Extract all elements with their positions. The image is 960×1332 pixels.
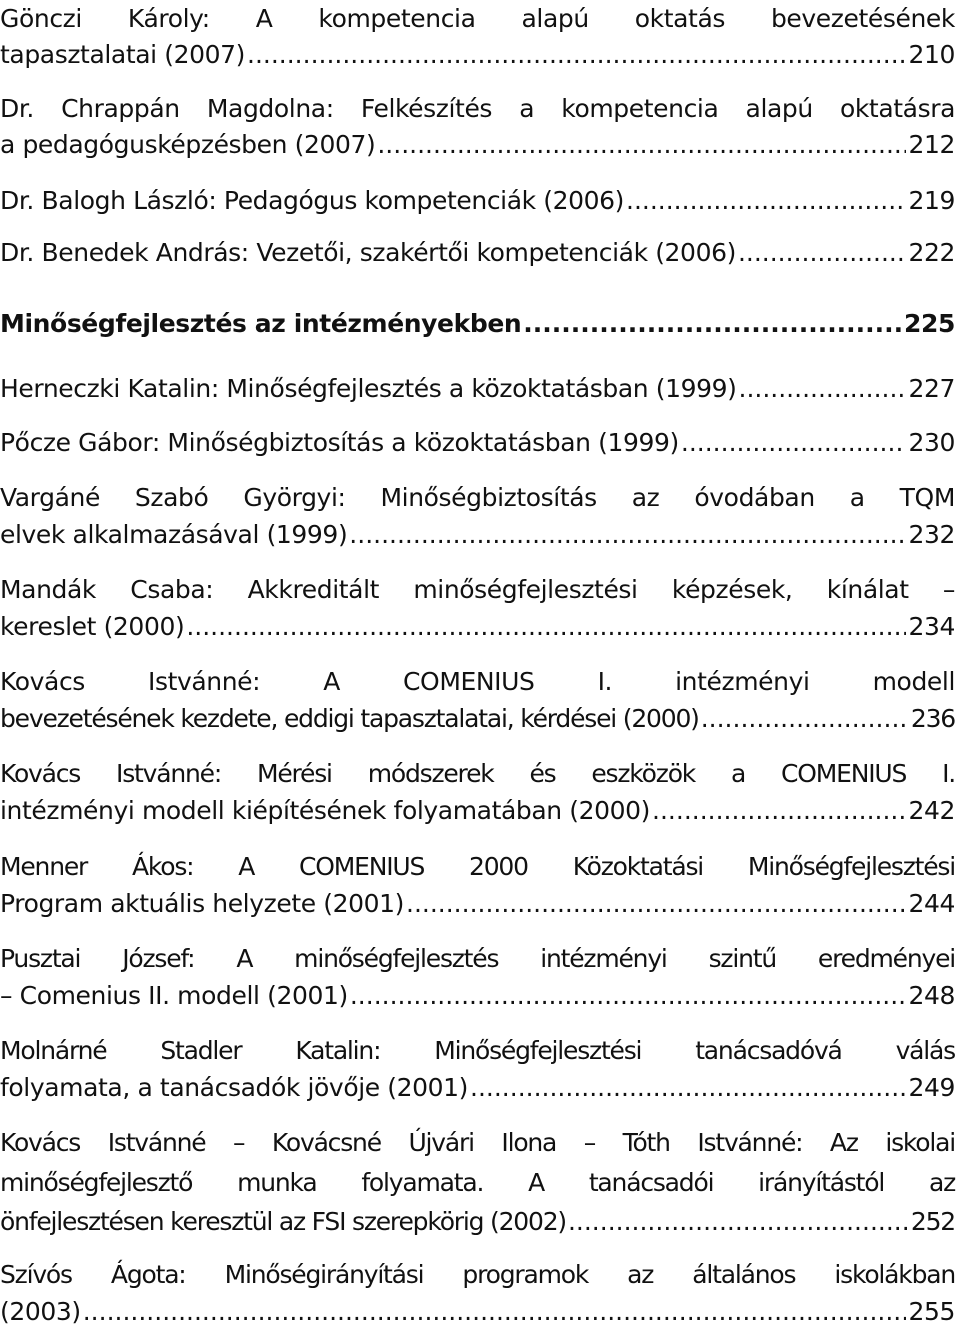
dot-leader (350, 977, 907, 1015)
toc-entry-title: – Comenius II. modell (2001) (0, 981, 348, 1010)
dot-leader (652, 792, 906, 830)
toc-entry-title: Mandák Csaba: Akkreditált minőségfejlesztési képzések, kínálat – (0, 575, 955, 604)
dot-leader (681, 424, 907, 462)
toc-entry-title: Kovács Istvánné: A COMENIUS I. intézményi modell (0, 667, 955, 696)
dot-leader (523, 305, 902, 343)
page-number: 230 (908, 428, 955, 457)
page-number: 234 (908, 612, 955, 641)
page-number: 210 (908, 40, 955, 69)
page-number: 249 (908, 1073, 955, 1102)
dot-leader (247, 36, 906, 74)
dot-leader (406, 885, 906, 923)
page-number: 219 (908, 186, 955, 215)
toc-entry-title: Program aktuális helyzete (2001) (0, 889, 404, 918)
dot-leader (701, 700, 909, 738)
toc-entry-title: (2003) (0, 1297, 81, 1326)
page-number: 236 (910, 704, 955, 733)
toc-entry-title: Dr. Balogh László: Pedagógus kompetenciák (2006) (0, 186, 624, 215)
toc-entry-title: Kovács Istvánné – Kovácsné Újvári Ilona – Tóth Istvánné: Az iskolai (0, 1128, 955, 1157)
dot-leader (739, 370, 907, 408)
dot-leader (83, 1293, 907, 1331)
toc-entry-title: Herneczki Katalin: Minőségfejlesztés a közoktatásban (1999) (0, 374, 737, 403)
toc-entry-title: bevezetésének kezdete, eddigi tapasztalatai, kérdései (2000) (0, 704, 699, 733)
toc-entry-title: Menner Ákos: A COMENIUS 2000 Közoktatási Minőségfejlesztési (0, 852, 955, 881)
page-number: 232 (908, 520, 955, 549)
toc-entry-title: Pusztai József: A minőségfejlesztés intézményi szintű eredményei (0, 944, 955, 973)
toc-entry-title: a pedagógusképzésben (2007) (0, 130, 376, 159)
page-number: 255 (908, 1297, 955, 1326)
toc-entry-title: intézményi modell kiépítésének folyamatában (2000) (0, 796, 651, 825)
dot-leader (377, 126, 906, 164)
toc-entry-title: Gönczi Károly: A kompetencia alapú oktatás bevezetésének (0, 4, 955, 33)
page-number: 242 (908, 796, 955, 825)
toc-entry-title: tapasztalatai (2007) (0, 40, 245, 69)
dot-leader (470, 1069, 906, 1107)
toc-entry-title: elvek alkalmazásával (1999) (0, 520, 348, 549)
page-number: 227 (908, 374, 955, 403)
toc-entry-title: Szívós Ágota: Minőségirányítási programok az általános iskolákban (0, 1260, 955, 1289)
toc-entry-title: Dr. Benedek András: Vezetői, szakértői kompetenciák (2006) (0, 238, 736, 267)
toc-entry-title: Dr. Chrappán Magdolna: Felkészítés a kompetencia alapú oktatásra (0, 94, 955, 123)
page-number: 248 (908, 981, 955, 1010)
toc-entry-title: kereslet (2000) (0, 612, 185, 641)
dot-leader (349, 516, 906, 554)
toc-entry-title: Kovács Istvánné: Mérési módszerek és eszközök a COMENIUS I. (0, 759, 955, 788)
dot-leader (568, 1203, 909, 1241)
page-number: 244 (908, 889, 955, 918)
dot-leader (186, 608, 906, 646)
page-number: 222 (908, 238, 955, 267)
toc-entry-title: Pőcze Gábor: Minőségbiztosítás a közoktatásban (1999) (0, 428, 679, 457)
page-number: 225 (904, 309, 955, 338)
toc-entry-title: Vargáné Szabó Györgyi: Minőségbiztosítás az óvodában a TQM (0, 483, 955, 512)
toc-entry-title: Minőségfejlesztés az intézményekben (0, 309, 522, 338)
toc-entry-title: Molnárné Stadler Katalin: Minőségfejlesztési tanácsadóvá válás (0, 1036, 955, 1065)
page-number: 252 (910, 1207, 955, 1236)
toc-entry-title: minőségfejlesztő munka folyamata. A tanácsadói irányítástól az (0, 1168, 955, 1197)
toc-entry-title: folyamata, a tanácsadók jövője (2001) (0, 1073, 469, 1102)
page-number: 212 (908, 130, 955, 159)
dot-leader (626, 182, 906, 220)
toc-entry-title: önfejlesztésen keresztül az FSI szerepkörig (2002) (0, 1207, 566, 1236)
dot-leader (738, 234, 907, 272)
